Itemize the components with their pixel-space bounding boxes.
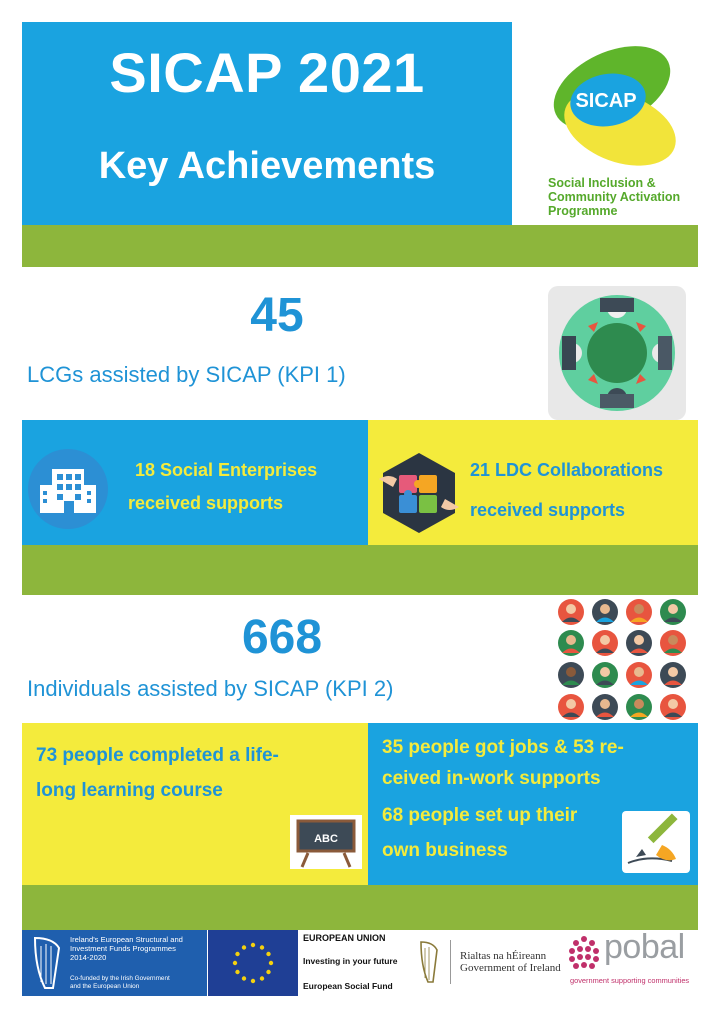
learning-course-line2: long learning course <box>36 780 223 801</box>
eu-stars-icon <box>208 930 298 996</box>
gov-irish-name: Rialtas na hÉireann <box>460 950 547 962</box>
learning-course-line1: 73 people completed a life- <box>36 745 279 766</box>
pobal-dots-icon <box>565 933 603 971</box>
eu-investing-text: Investing in your future <box>303 956 398 966</box>
logo-wordmark: SICAP <box>575 90 637 112</box>
business-line1: 68 people set up their <box>382 805 578 826</box>
social-enterprises-line1: 18 Social Enterprises <box>135 460 318 480</box>
divider-bar <box>22 885 698 930</box>
page-title: SICAP 2021 <box>109 41 425 104</box>
jobs-line2: ceived in-work supports <box>382 768 601 789</box>
puzzle-collaboration-icon <box>375 449 463 537</box>
gov-english-name: Government of Ireland <box>460 962 561 974</box>
social-enterprises-line2: received supports <box>128 493 284 513</box>
kpi1-label: LCGs assisted by SICAP (KPI 1) <box>27 362 346 387</box>
pen-writing-icon <box>622 811 690 873</box>
logo-tagline-line3: Programme <box>548 204 618 218</box>
jobs-line1: 35 people got jobs & 53 re- <box>382 737 624 758</box>
esif-cofund-line2: and the European Union <box>70 983 140 990</box>
irish-harp-icon <box>25 932 65 994</box>
esif-text <box>70 935 207 962</box>
divider-bar <box>22 225 698 267</box>
kpi2-label: Individuals assisted by SICAP (KPI 2) <box>27 676 394 701</box>
logo-tagline-line2: Community Activation <box>548 190 681 204</box>
eu-label: EUROPEAN UNION <box>303 933 386 943</box>
government-harp-icon <box>416 938 440 986</box>
meeting-table-icon <box>548 286 686 420</box>
eu-flag <box>208 930 298 996</box>
business-line2: own business <box>382 840 508 861</box>
esif-cofund-text <box>70 975 207 991</box>
esif-line3: 2014-2020 <box>70 953 107 962</box>
esif-cofund-line1: Co-funded by the Irish Government <box>70 975 170 982</box>
meeting-icon-card <box>548 286 686 420</box>
esif-line1: Ireland's European Structural and <box>70 935 183 944</box>
ldc-collaborations-line2: received supports <box>470 500 626 520</box>
chalkboard-text: ABC <box>314 833 338 845</box>
ldc-collaborations-line1: 21 LDC Collaborations <box>470 460 664 480</box>
gov-divider <box>450 940 451 984</box>
chalkboard-icon <box>290 815 362 869</box>
eu-social-fund-text: European Social Fund <box>303 981 393 991</box>
pobal-wordmark: pobal <box>604 928 685 966</box>
people-avatars-icon <box>555 597 695 722</box>
kpi1-number: 45 <box>250 289 304 342</box>
esif-line2: Investment Funds Programmes <box>70 944 176 953</box>
building-icon <box>26 447 110 531</box>
divider-bar <box>22 545 698 595</box>
kpi2-number: 668 <box>241 611 323 664</box>
logo-tagline <box>548 176 708 218</box>
pobal-tagline: government supporting communities <box>570 976 690 985</box>
page-subtitle: Key Achievements <box>98 145 436 187</box>
logo-tagline-line1: Social Inclusion & <box>548 176 656 190</box>
